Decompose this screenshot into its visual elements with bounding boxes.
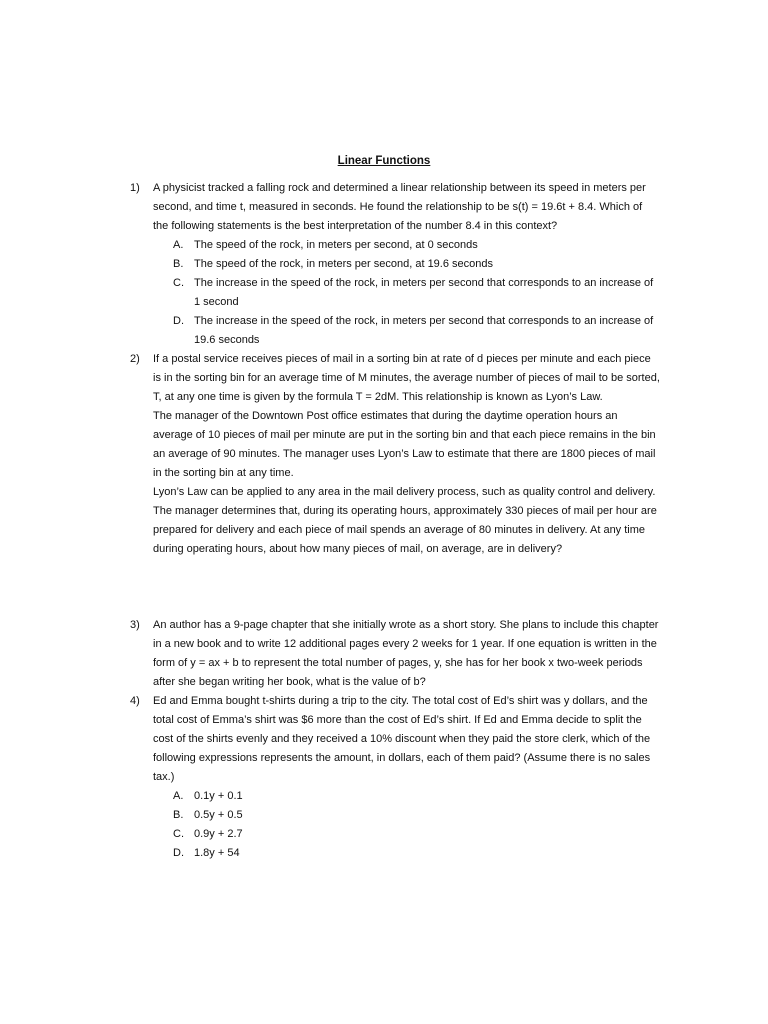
question-text: The manager of the Downtown Post office estimates that during the daytime operation hours an average of 10 pieces of mail per minute are put in the sorting bin and that each piece remains in the bin an average of 90 minutes. The manager uses Lyon’s Law to estimate that there are 1800 pieces of mail in the sorting bin at any time. <box>153 410 656 479</box>
option-b <box>153 255 660 274</box>
option-text: The speed of the rock, in meters per second, at 19.6 seconds <box>194 258 494 270</box>
question-number: 3) <box>130 619 140 631</box>
question-1 <box>130 179 660 350</box>
question-number: 4) <box>130 695 140 707</box>
option-letter: C. <box>173 277 184 289</box>
option-letter: B. <box>173 809 184 821</box>
answer-options <box>153 236 660 350</box>
option-a <box>153 787 660 806</box>
question-text: Ed and Emma bought t-shirts during a trip to the city. The total cost of Ed’s shirt was y dollars, and the total cost of Emma’s shirt was $6 more than the cost of Ed’s shirt. If Ed and Emma decide to split the cost of the shirts evenly and they received a 10% discount when they paid the store clerk, which of the following expressions represents the amount, in dollars, each of them paid? (Assume there is no sales tax.) <box>153 695 651 783</box>
option-d <box>153 312 660 350</box>
question-2 <box>130 350 660 559</box>
option-b <box>153 806 660 825</box>
option-text: The increase in the speed of the rock, in meters per second that corresponds to an increase of 19.6 seconds <box>194 315 654 346</box>
question-text: If a postal service receives pieces of mail in a sorting bin at rate of d pieces per minute and each piece is in the sorting bin for an average time of M minutes, the average number of pieces of mail to be sorted, T, at any one time is given by the formula T = 2dM. This relationship is known as Lyon’s Law. <box>153 353 660 403</box>
option-letter: A. <box>173 239 184 251</box>
option-d <box>153 844 660 863</box>
answer-options <box>153 787 660 863</box>
option-text: 0.1y + 0.1 <box>194 790 243 802</box>
question-number: 2) <box>130 353 140 365</box>
option-letter: D. <box>173 847 184 859</box>
option-letter: D. <box>173 315 184 327</box>
question-text: A physicist tracked a falling rock and determined a linear relationship between its speed in meters per second, and time t, measured in seconds. He found the relationship to be s(t) = 19.6t + 8.4. Which of the following statements is the best interpretation of the number 8.4 in this context? <box>153 182 646 232</box>
option-text: 0.9y + 2.7 <box>194 828 243 840</box>
option-letter: A. <box>173 790 184 802</box>
option-c <box>153 825 660 844</box>
option-c <box>153 274 660 312</box>
option-text: 0.5y + 0.5 <box>194 809 243 821</box>
option-text: 1.8y + 54 <box>194 847 240 859</box>
question-4 <box>130 692 660 863</box>
option-text: The increase in the speed of the rock, in meters per second that corresponds to an increase of 1 second <box>194 277 654 308</box>
option-letter: C. <box>173 828 184 840</box>
question-3 <box>130 616 660 692</box>
option-letter: B. <box>173 258 184 270</box>
question-text: An author has a 9-page chapter that she initially wrote as a short story. She plans to include this chapter in a new book and to write 12 additional pages every 2 weeks for 1 year. If one equation is written in the form of y = ax + b to represent the total number of pages, y, she has for her book x two-week periods after she began writing her book, what is the value of b? <box>153 619 659 688</box>
option-text: The speed of the rock, in meters per second, at 0 seconds <box>194 239 478 251</box>
question-number: 1) <box>130 182 140 194</box>
option-a <box>153 236 660 255</box>
question-text: Lyon’s Law can be applied to any area in the mail delivery process, such as quality control and delivery. The manager determines that, during its operating hours, approximately 330 pieces of mail per hour are prepared for delivery and each piece of mail spends an average of 80 minutes in delivery. At any time during operating hours, about how many pieces of mail, on average, are in delivery? <box>153 486 657 555</box>
document-title: Linear Functions <box>337 155 431 167</box>
